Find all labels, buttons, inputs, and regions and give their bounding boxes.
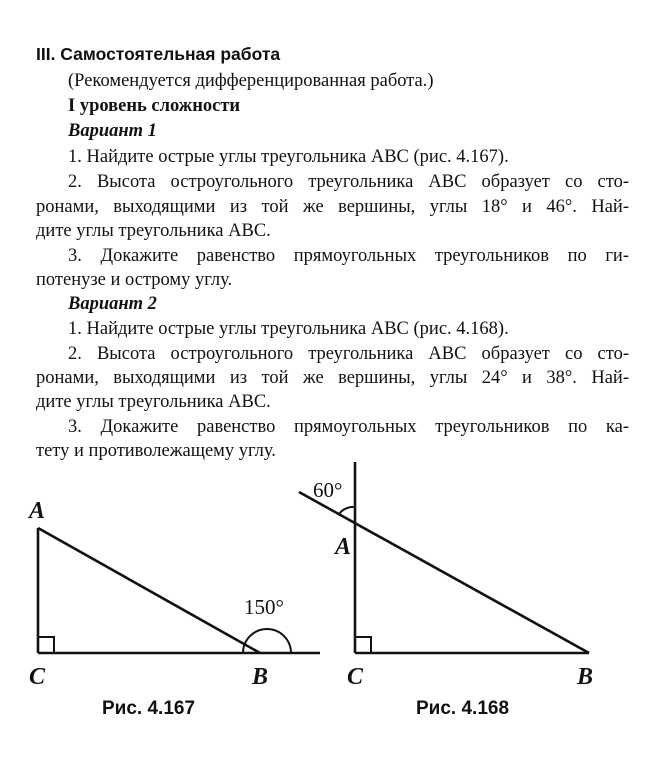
variant-2-task-2-line-1: 2. Высота остроугольного треугольника ABC образует со сто- <box>68 344 629 364</box>
figure-4-168-caption: Рис. 4.168 <box>416 698 510 719</box>
vertex-b-label: B <box>577 664 594 690</box>
section-title: III. Самостоятельная работа <box>36 44 281 64</box>
figure-4-167 <box>27 498 320 690</box>
angle-60-label: 60° <box>313 478 343 502</box>
variant-1-task-2-line-3: дите углы треугольника ABC. <box>36 221 271 241</box>
vertex-a-label: A <box>335 534 352 560</box>
vertex-a-label: A <box>29 498 46 524</box>
variant-1-task-3-line-2: потенузе и острому углу. <box>36 270 233 290</box>
variant-2-task-1: 1. Найдите острые углы треугольника ABC (рис. 4.168). <box>68 319 509 339</box>
angle-arc-150 <box>243 629 291 653</box>
hypotenuse-ab-extended <box>299 492 589 653</box>
recommendation-note: (Рекомендуется дифференцированная работа.) <box>68 71 434 91</box>
right-angle-mark <box>38 637 54 653</box>
angle-150-label: 150° <box>244 595 284 619</box>
variant-1-task-2-line-2: ронами, выходящими из той же вершины, углы 18° и 46°. Най- <box>36 197 629 217</box>
difficulty-level: I уровень сложности <box>68 96 241 116</box>
vertex-b-label: B <box>252 664 269 690</box>
figure-4-167-caption: Рис. 4.167 <box>102 698 196 719</box>
variant-2-task-3-line-1: 3. Докажите равенство прямоугольных треугольников по ка- <box>68 417 629 437</box>
vertex-c-label: C <box>347 664 364 690</box>
variant-2-title: Вариант 2 <box>68 294 157 314</box>
right-angle-mark <box>355 637 371 653</box>
figure-4-168 <box>299 462 593 690</box>
hypotenuse-ab <box>38 528 260 653</box>
variant-1-task-1: 1. Найдите острые углы треугольника ABC (рис. 4.167). <box>68 147 509 167</box>
variant-2-task-2-line-3: дите углы треугольника ABC. <box>36 392 271 412</box>
variant-1-task-3-line-1: 3. Докажите равенство прямоугольных треугольников по ги- <box>68 246 629 266</box>
variant-1-task-2-line-1: 2. Высота остроугольного треугольника ABC образует со сто- <box>68 172 629 192</box>
variant-2-task-3-line-2: тету и противолежащему углу. <box>36 441 276 461</box>
vertex-c-label: C <box>29 664 46 690</box>
variant-2-task-2-line-2: ронами, выходящими из той же вершины, углы 24° и 38°. Най- <box>36 368 629 388</box>
angle-arc-60 <box>339 507 355 514</box>
variant-1-title: Вариант 1 <box>68 121 157 141</box>
